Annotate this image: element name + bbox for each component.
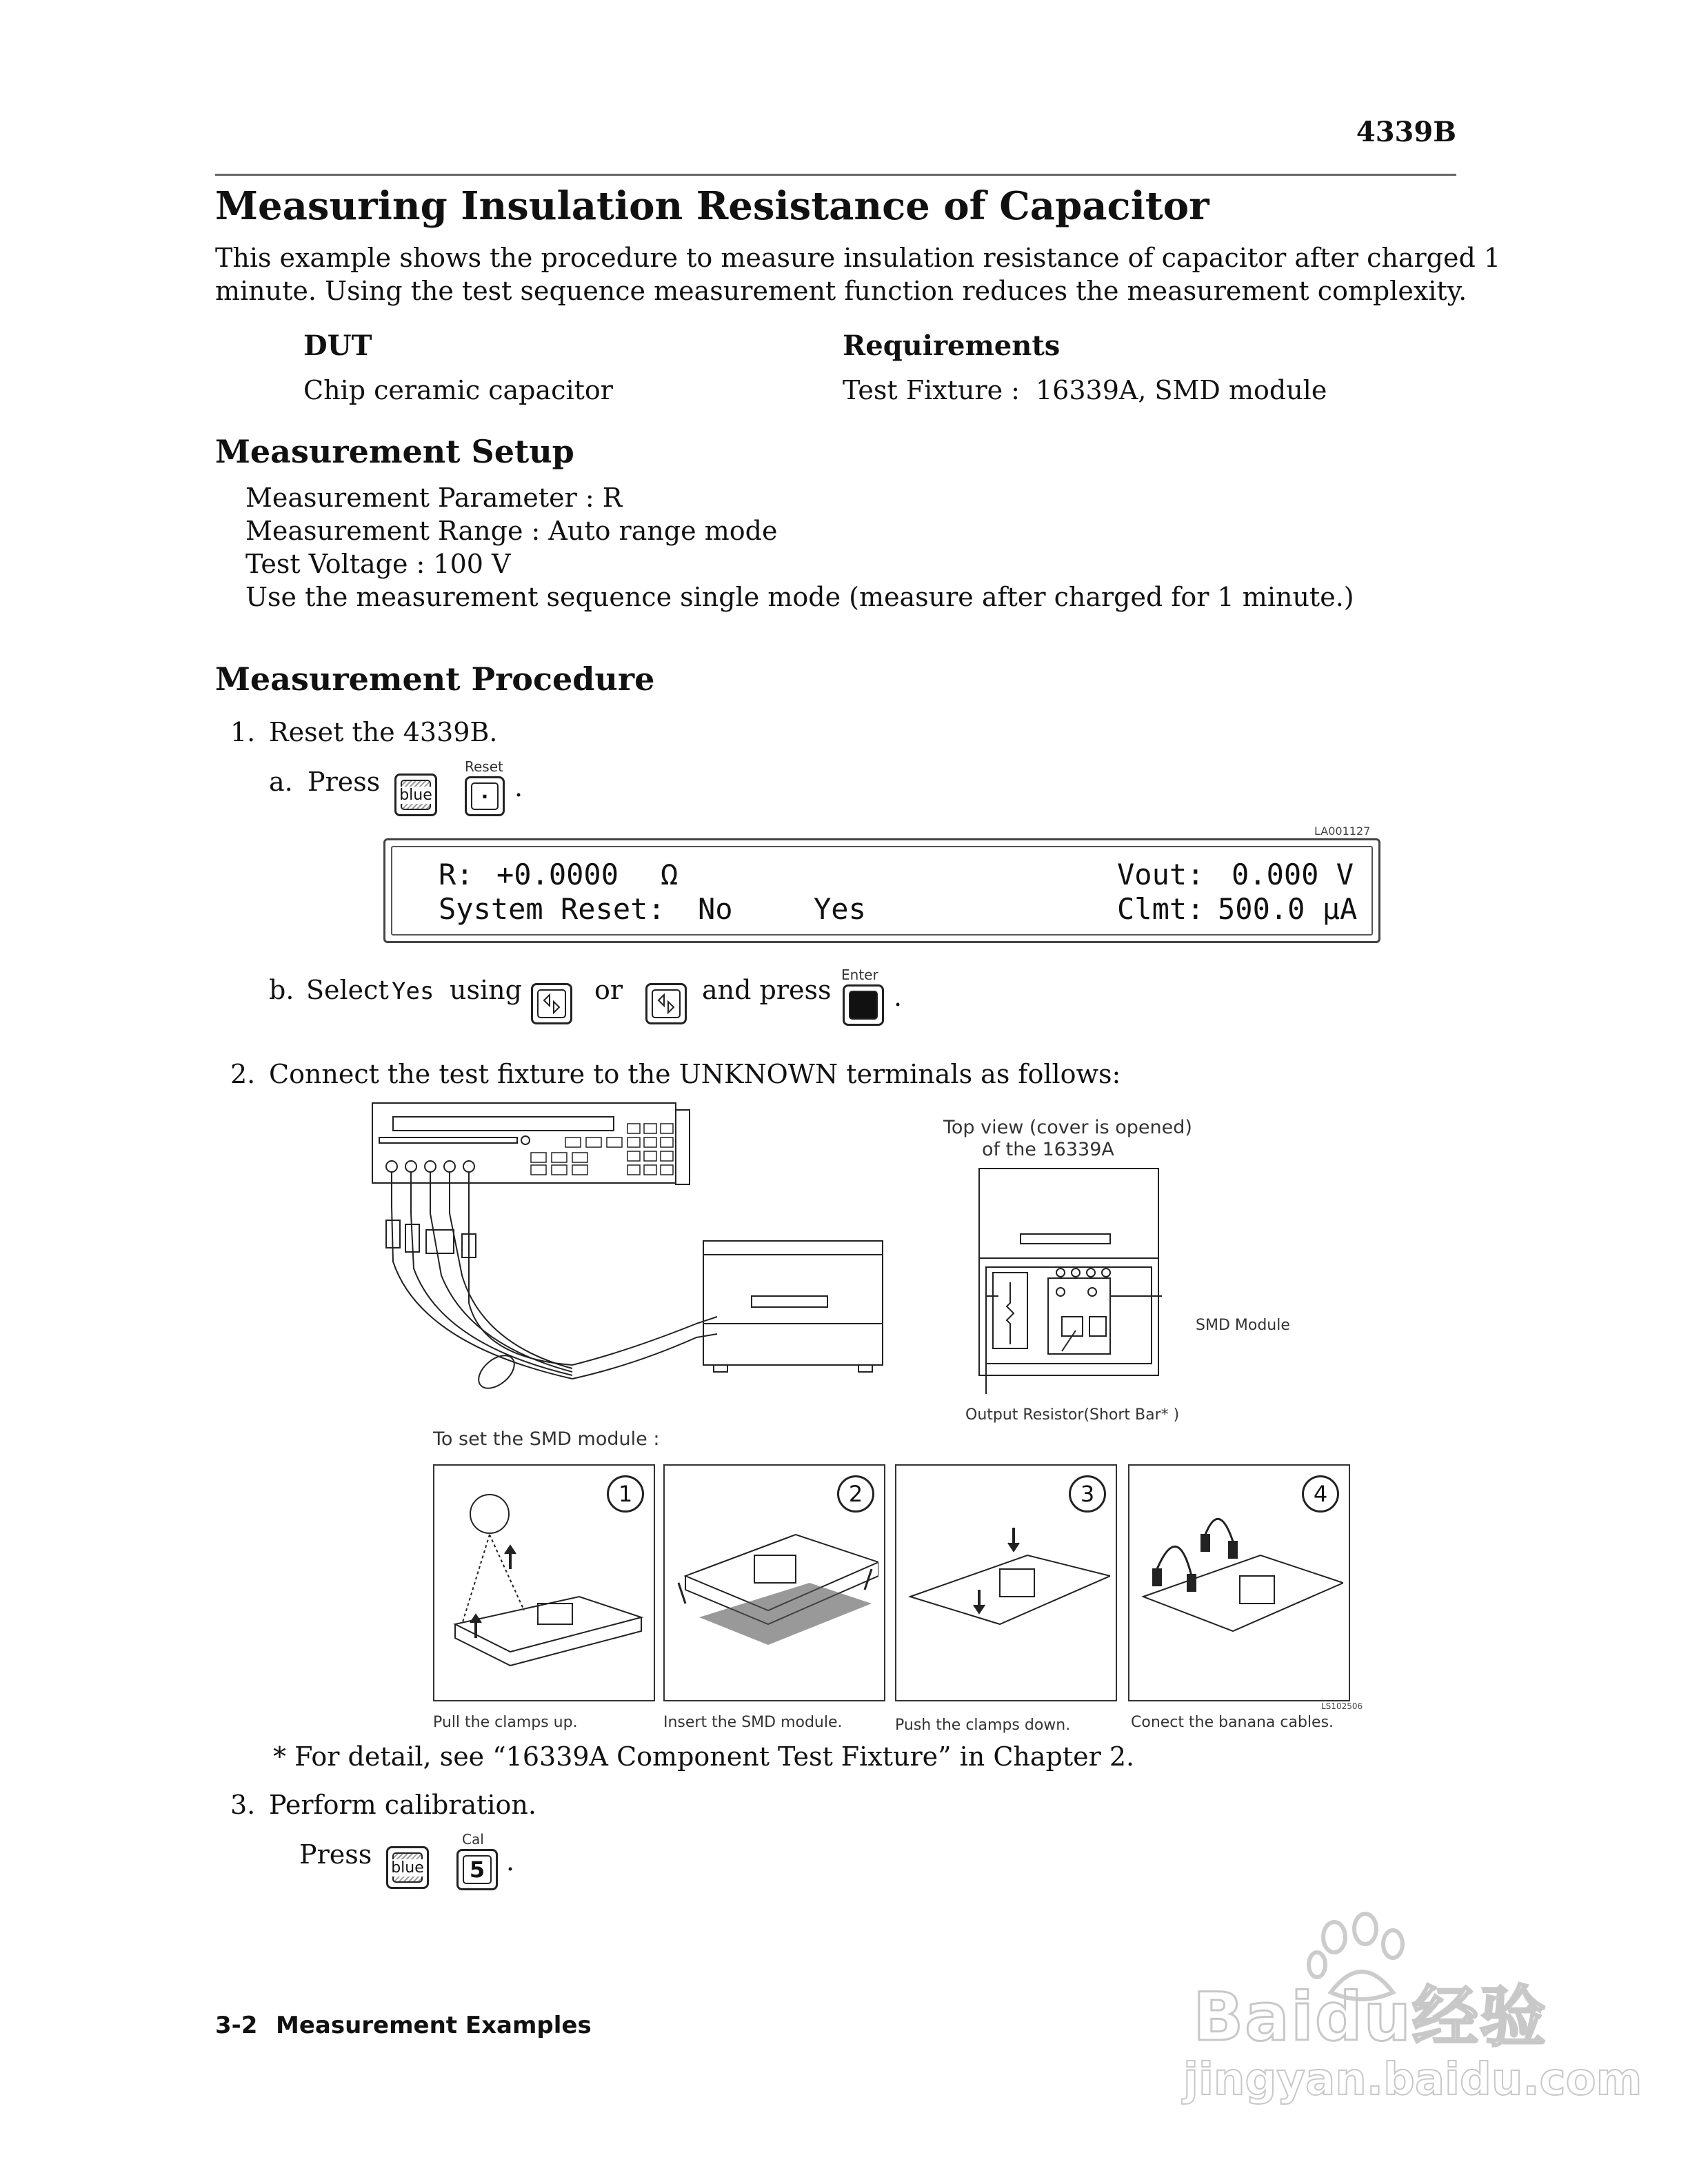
step-1a-label: a. (269, 767, 293, 797)
smd-step-panel (895, 1464, 1117, 1701)
fixture-label: Test Fixture : (843, 375, 1020, 405)
pull-clamps-illustration (441, 1479, 648, 1686)
step-1b-or: or (594, 975, 623, 1005)
reset-key-dot: · (481, 785, 489, 808)
lcd-r-unit: Ω (661, 858, 679, 891)
header-rule (215, 174, 1456, 176)
down-arrow-key-face (537, 989, 566, 1018)
updown-arrow-icon (654, 992, 678, 1015)
lcd-option-no: No (698, 892, 733, 926)
step-1b-period: . (894, 982, 903, 1012)
setup-line: Use the measurement sequence single mode (measure after charged for 1 minute.) (245, 582, 1354, 612)
watermark-url: jingyan.baidu.com (1183, 2054, 1642, 2105)
footnote: * For detail, see “16339A Component Test Fixture” in Chapter 2. (273, 1741, 1135, 1772)
display-figure-id: LA001127 (1314, 825, 1371, 838)
blue-key-face (401, 780, 431, 810)
step-1-text: Reset the 4339B. (269, 717, 498, 747)
footer-section: Measurement Examples (276, 2012, 592, 2039)
reset-key-face (471, 782, 499, 810)
banana-cables-illustration (1136, 1493, 1343, 1686)
panel-caption: Pull the clamps up. (433, 1714, 578, 1731)
step-1-number: 1. (230, 717, 256, 747)
enter-key-face (849, 991, 878, 1020)
step-1b-using: using (450, 975, 522, 1005)
step-2-number: 2. (230, 1059, 256, 1089)
step-3-period: . (506, 1846, 515, 1877)
blue-key-label: blue (391, 1859, 424, 1877)
fixture-16339a (703, 1241, 883, 1372)
setup-line: Measurement Range : Auto range mode (245, 516, 778, 546)
lcd-vout-value: 0.000 V (1232, 858, 1354, 891)
smd-step-panel (433, 1464, 655, 1701)
step-1b-select: Select (306, 975, 389, 1005)
lcd-r-label: R: (439, 858, 474, 891)
blue-key[interactable] (394, 774, 437, 816)
step-3-press: Press (299, 1839, 372, 1870)
lcd-clmt-label: Clmt: (1117, 892, 1205, 926)
smd-step-panel (1128, 1464, 1350, 1701)
requirements-header: Requirements (843, 330, 1061, 362)
push-clamps-illustration (903, 1493, 1110, 1686)
footer-page-number: 3-2 (215, 2012, 258, 2039)
reset-key[interactable] (465, 776, 505, 816)
intro-line-2: minute. Using the test sequence measurement function reduces the measurement complexity. (215, 276, 1467, 306)
panel-number: 4 (1302, 1475, 1339, 1513)
page-title: Measuring Insulation Resistance of Capacitor (215, 183, 1209, 229)
lcd-option-yes: Yes (814, 892, 866, 926)
figure-id: LS102506 (1321, 1701, 1363, 1711)
step-3-text: Perform calibration. (269, 1790, 536, 1820)
cal-5-key[interactable] (456, 1849, 498, 1890)
cal-5-key-face (463, 1855, 492, 1884)
blue-key-label: blue (399, 786, 432, 804)
setup-heading: Measurement Setup (215, 433, 574, 470)
reset-key-label: Reset (465, 758, 503, 775)
panel-number: 3 (1069, 1475, 1106, 1513)
output-resistor-label: Output Resistor(Short Bar* ) (965, 1406, 1180, 1424)
procedure-heading: Measurement Procedure (215, 660, 655, 698)
step-2-text: Connect the test fixture to the UNKNOWN terminals as follows: (269, 1059, 1121, 1089)
step-1b-and-press: and press (702, 975, 832, 1005)
dut-value: Chip ceramic capacitor (303, 375, 613, 405)
lcd-clmt-value: 500.0 μA (1218, 892, 1358, 926)
smd-step-panel (663, 1464, 885, 1701)
lcd-r-value: +0.0000 (496, 858, 619, 891)
lcd-vout-label: Vout: (1117, 858, 1205, 891)
panel-caption: Push the clamps down. (895, 1717, 1071, 1734)
top-view-label-1: Top view (cover is opened) (943, 1117, 1192, 1138)
test-cables (386, 1172, 717, 1395)
cal-key-label: Cal (462, 1831, 484, 1848)
fixture-top-view (979, 1169, 1162, 1394)
insert-module-illustration (672, 1493, 878, 1686)
step-3-number: 3. (230, 1790, 256, 1820)
intro-line-1: This example shows the procedure to measure insulation resistance of capacitor after charged 1 (215, 243, 1501, 273)
instrument-4339b (372, 1103, 690, 1184)
updown-arrow-icon (540, 992, 563, 1015)
dut-header: DUT (303, 330, 372, 362)
panel-number: 2 (837, 1475, 874, 1513)
panel-number: 1 (607, 1475, 644, 1513)
lcd-reset-label: System Reset: (439, 892, 665, 926)
panel-caption: Conect the banana cables. (1131, 1714, 1334, 1731)
watermark-brand: Baidu经验 (1193, 1979, 1547, 2056)
step-1a-period: . (514, 772, 523, 802)
step-1a-press: Press (308, 767, 381, 797)
up-arrow-key-face (652, 989, 681, 1018)
cal-5-key-digit: 5 (469, 1857, 485, 1883)
step-1b-yes: Yes (392, 978, 434, 1005)
top-view-label-2: of the 16339A (982, 1139, 1114, 1160)
page-model-header: 4339B (1356, 116, 1456, 148)
panel-caption: Insert the SMD module. (663, 1714, 843, 1731)
enter-key-label: Enter (841, 967, 878, 983)
up-arrow-key[interactable] (645, 983, 687, 1024)
smd-module-label: SMD Module (1196, 1317, 1290, 1334)
down-arrow-key[interactable] (531, 983, 572, 1024)
blue-key-face (392, 1852, 423, 1883)
enter-key[interactable] (843, 984, 884, 1026)
to-set-smd-label: To set the SMD module : (433, 1428, 660, 1450)
fixture-value: 16339A, SMD module (1036, 375, 1327, 405)
setup-line: Measurement Parameter : R (245, 483, 623, 513)
step-1b-label: b. (269, 975, 294, 1005)
setup-line: Test Voltage : 100 V (245, 549, 511, 579)
blue-key[interactable] (386, 1846, 429, 1889)
